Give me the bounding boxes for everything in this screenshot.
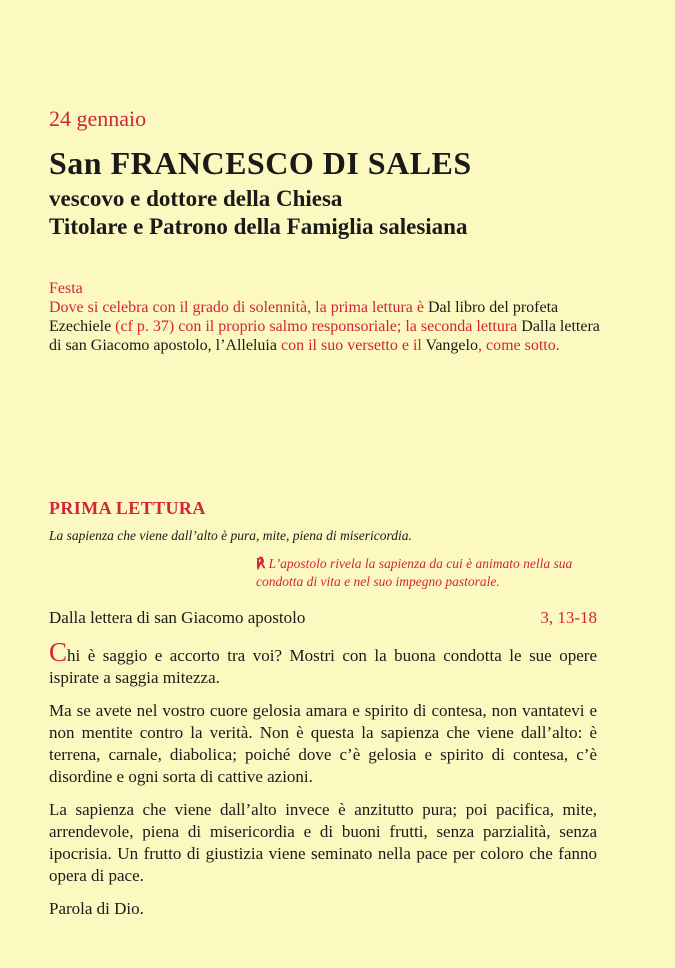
rubric-ref-gospel: Vangelo	[425, 337, 478, 354]
rubric-part: Dove si celebra con il grado di solennità, la prima lettura è	[49, 299, 428, 316]
subtitle-line-1: vescovo e dottore della Chiesa	[49, 186, 343, 211]
reading-paragraph-3: La sapienza che viene dall’alto invece è anzitutto pura; poi pacifica, mite, arrendevole, piena di misericordia e di buoni frutti, senza parzialità, senza ipocrisia. Un frutto di giustizia viene seminato nella pace per coloro che fanno opera di pace.	[49, 800, 597, 885]
rubric	[49, 279, 601, 355]
rubric-part: , come sotto.	[477, 337, 560, 354]
rubric-part: , l’	[207, 337, 226, 354]
drop-cap: C	[49, 637, 68, 667]
rubric-label: Festa	[49, 280, 83, 297]
rubric-part: (cf p. 37) con il proprio salmo responsoriale; la seconda lettura	[111, 318, 522, 335]
reading-paragraph-2: Ma se avete nel vostro cuore gelosia amara e spirito di contesa, non vantatevi e non mentite contro la verità. Non è questa la sapienza che viene dall’alto: è terrena, carnale, diabolica; poiché dove c’è gelosia e spirito di contesa, c’è disordine e ogni sorta di cattive azioni.	[49, 701, 597, 786]
page-title: San FRANCESCO DI SALES	[49, 145, 472, 181]
reading-paragraph-1	[49, 637, 597, 689]
rubric-ref-first-reading: Dal libro del profeta Ezechiele	[49, 299, 559, 335]
scripture-reference: 3, 13-18	[540, 608, 597, 627]
feast-date: 24 gennaio	[49, 106, 147, 131]
reading-source	[49, 608, 597, 628]
response-icon: ℟	[256, 556, 266, 571]
paragraph-text: hi è saggio e accorto tra voi? Mostri con la buona condotta le sue opere ispirate a saggia mitezza.	[49, 646, 597, 687]
reading-note	[256, 555, 598, 591]
reading-motto: La sapienza che viene dall’alto è pura, mite, piena di misericordia.	[49, 528, 412, 543]
reading-body	[49, 637, 597, 931]
reading-note-text: L’apostolo rivela la sapienza da cui è animato nella sua condotta di vita e nel suo impegno pastorale.	[256, 556, 573, 589]
rubric-ref-second-reading: Dalla lettera di san Giacomo apostolo	[49, 318, 600, 354]
reading-closing: Parola di Dio.	[49, 899, 144, 918]
rubric-ref-alleluia: Alleluia	[225, 337, 277, 354]
reading-source-title: Dalla lettera di san Giacomo apostolo	[49, 608, 306, 627]
rubric-part: con il suo versetto e il	[276, 337, 426, 354]
section-heading: PRIMA LETTURA	[49, 498, 206, 518]
subtitle-line-2: Titolare e Patrono della Famiglia salesiana	[49, 214, 468, 239]
rubric-text	[49, 298, 601, 355]
